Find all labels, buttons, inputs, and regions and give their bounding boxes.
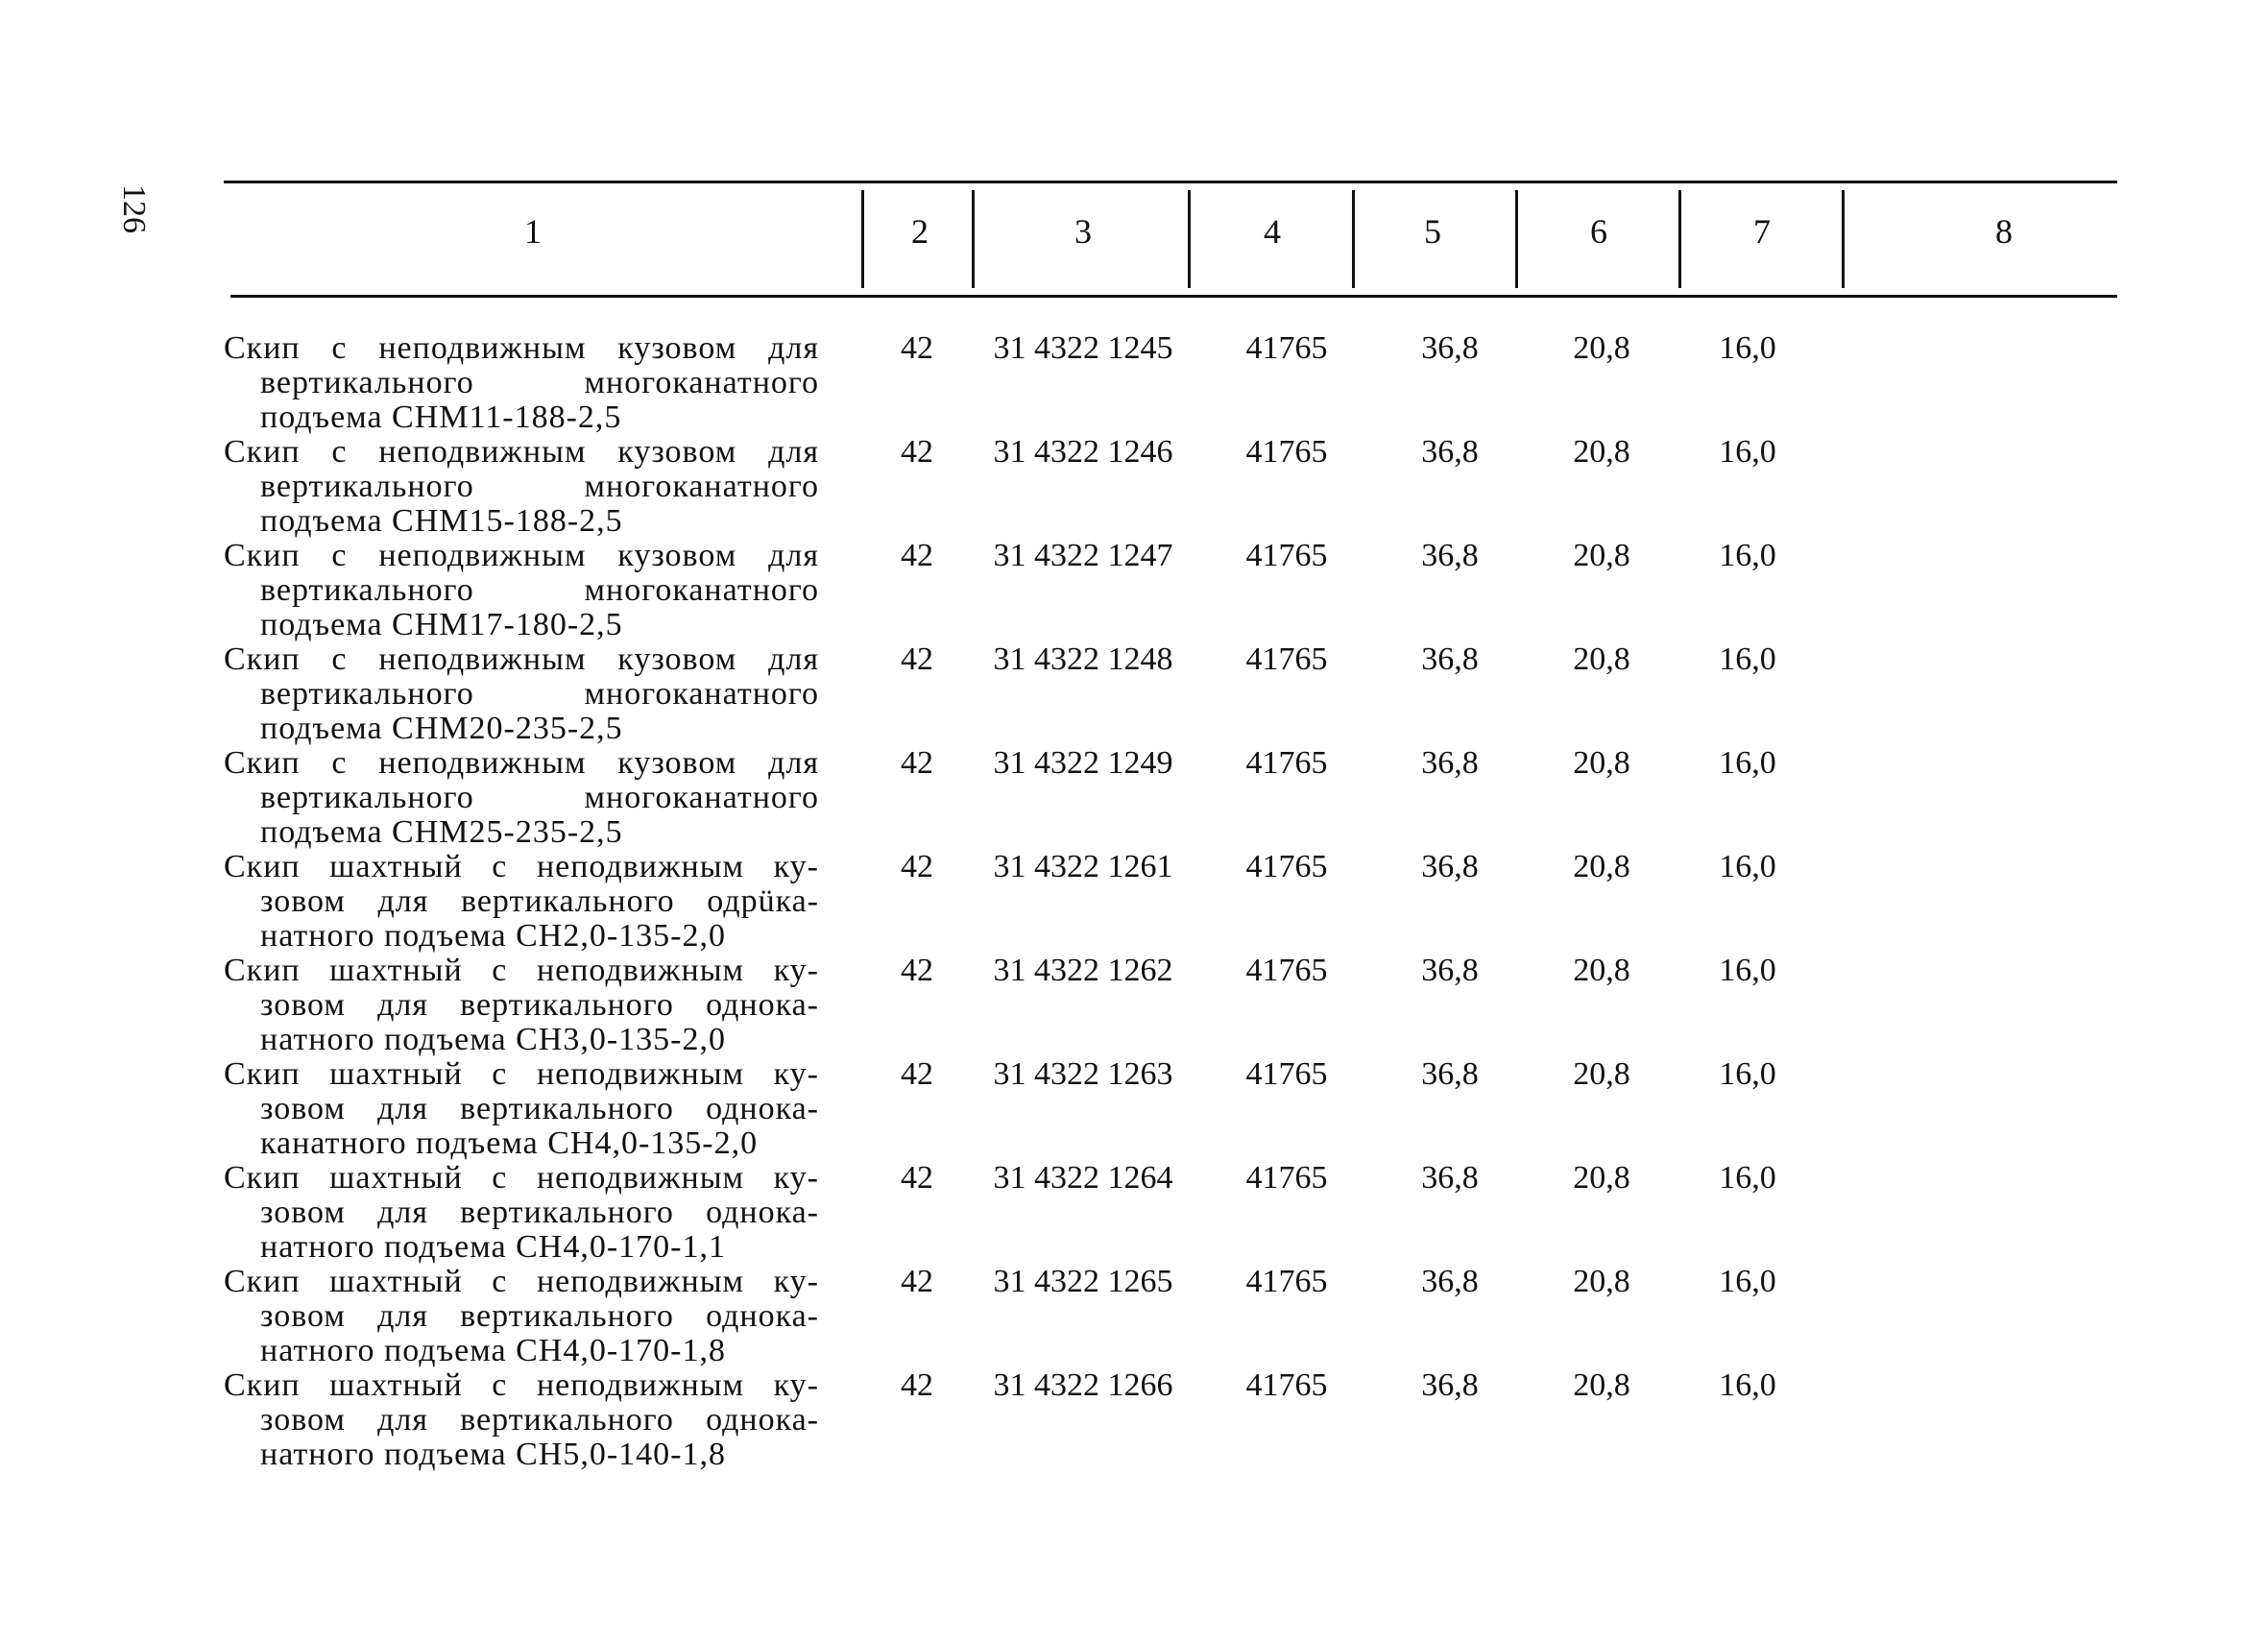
item-name-line: вертикального многоканатного — [260, 572, 819, 608]
cell-c5: 36,8 — [1421, 1160, 1479, 1196]
cell-c6: 20,8 — [1573, 538, 1630, 573]
column-header-5: 5 — [1424, 212, 1441, 251]
table-row — [0, 331, 2268, 435]
table-body — [0, 331, 2268, 1472]
cell-c2: 42 — [901, 641, 933, 677]
cell-c6: 20,8 — [1573, 953, 1630, 988]
table-row — [0, 539, 2268, 642]
cell-c6: 20,8 — [1573, 745, 1630, 781]
cell-c3: 31 4322 1248 — [993, 641, 1173, 677]
item-name-line: зовом для вертикального однока- — [260, 1195, 819, 1230]
cell-c2: 42 — [901, 745, 933, 781]
item-name-line: вертикального многоканатного — [260, 780, 819, 815]
item-name-line: зовом для вертикального однока- — [260, 987, 819, 1023]
cell-c6: 20,8 — [1573, 641, 1630, 677]
cell-c2: 42 — [901, 849, 933, 884]
cell-c2: 42 — [901, 1160, 933, 1196]
item-name-line: Скип шахтный с неподвижным ку- — [224, 1160, 819, 1196]
cell-c3: 31 4322 1261 — [993, 849, 1173, 884]
item-name-line: подъема СНМ17-180-2,5 — [260, 607, 623, 642]
cell-c2: 42 — [901, 1264, 933, 1299]
cell-c6: 20,8 — [1573, 1160, 1630, 1196]
cell-c3: 31 4322 1264 — [993, 1160, 1173, 1196]
item-name — [224, 1161, 819, 1265]
item-name — [224, 1057, 819, 1161]
cell-c5: 36,8 — [1421, 538, 1479, 573]
item-name-line: вертикального многоканатного — [260, 676, 819, 712]
cell-c5: 36,8 — [1421, 745, 1479, 781]
cell-c4: 41765 — [1245, 641, 1328, 677]
cell-c7: 16,0 — [1719, 745, 1776, 781]
cell-c4: 41765 — [1245, 330, 1328, 366]
item-name — [224, 1265, 819, 1368]
cell-c3: 31 4322 1245 — [993, 330, 1173, 366]
cell-c4: 41765 — [1245, 953, 1328, 988]
cell-c5: 36,8 — [1421, 641, 1479, 677]
item-name — [224, 746, 819, 850]
cell-c7: 16,0 — [1719, 641, 1776, 677]
item-name — [224, 1368, 819, 1472]
cell-c4: 41765 — [1245, 1367, 1328, 1403]
cell-c6: 20,8 — [1573, 434, 1630, 470]
cell-c6: 20,8 — [1573, 1367, 1630, 1403]
cell-c7: 16,0 — [1719, 953, 1776, 988]
table-row — [0, 746, 2268, 850]
cell-c2: 42 — [901, 330, 933, 366]
cell-c7: 16,0 — [1719, 538, 1776, 573]
column-header-7: 7 — [1753, 212, 1771, 251]
cell-c4: 41765 — [1245, 1056, 1328, 1092]
cell-c4: 41765 — [1245, 849, 1328, 884]
cell-c7: 16,0 — [1719, 1367, 1776, 1403]
cell-c6: 20,8 — [1573, 1264, 1630, 1299]
item-name-line: натного подъема СН5,0-140-1,8 — [260, 1437, 726, 1472]
item-name-line: зовом для вертикального одpüка- — [260, 883, 819, 919]
cell-c3: 31 4322 1249 — [993, 745, 1173, 781]
table-row — [0, 1057, 2268, 1161]
table-top-rule — [224, 181, 2117, 183]
cell-c7: 16,0 — [1719, 1056, 1776, 1092]
cell-c4: 41765 — [1245, 1264, 1328, 1299]
table-row — [0, 954, 2268, 1057]
item-name-line: подъема СНМ15-188-2,5 — [260, 503, 623, 539]
cell-c4: 41765 — [1245, 538, 1328, 573]
cell-c2: 42 — [901, 1056, 933, 1092]
item-name-line: зовом для вертикального однока- — [260, 1091, 819, 1126]
cell-c2: 42 — [901, 538, 933, 573]
cell-c6: 20,8 — [1573, 1056, 1630, 1092]
item-name-line: Скип с неподвижным кузовом для — [224, 538, 819, 573]
item-name-line: натного подъема СН3,0-135-2,0 — [260, 1022, 726, 1057]
column-header-3: 3 — [1074, 212, 1092, 251]
cell-c5: 36,8 — [1421, 1367, 1479, 1403]
item-name-line: натного подъема СН2,0-135-2,0 — [260, 918, 726, 954]
item-name-line: Скип шахтный с неподвижным ку- — [224, 1056, 819, 1092]
item-name-line: Скип с неподвижным кузовом для — [224, 641, 819, 677]
item-name — [224, 954, 819, 1057]
item-name — [224, 642, 819, 746]
cell-c7: 16,0 — [1719, 1160, 1776, 1196]
cell-c4: 41765 — [1245, 745, 1328, 781]
column-header-4: 4 — [1264, 212, 1281, 251]
item-name-line: Скип шахтный с неподвижным ку- — [224, 849, 819, 884]
item-name — [224, 331, 819, 435]
item-name-line: подъема СНМ20-235-2,5 — [260, 711, 623, 746]
cell-c3: 31 4322 1262 — [993, 953, 1173, 988]
table-row — [0, 1368, 2268, 1472]
cell-c6: 20,8 — [1573, 849, 1630, 884]
item-name-line: Скип шахтный с неподвижным ку- — [224, 953, 819, 988]
column-separator — [861, 190, 864, 288]
item-name-line: Скип шахтный с неподвижным ку- — [224, 1367, 819, 1403]
item-name-line: вертикального многоканатного — [260, 365, 819, 400]
item-name-line: зовом для вертикального однока- — [260, 1402, 819, 1438]
cell-c7: 16,0 — [1719, 434, 1776, 470]
cell-c7: 16,0 — [1719, 1264, 1776, 1299]
cell-c3: 31 4322 1247 — [993, 538, 1173, 573]
item-name-line: подъема СНМ11-188-2,5 — [260, 399, 622, 435]
column-separator — [972, 190, 975, 288]
column-header-2: 2 — [911, 212, 929, 251]
column-header-6: 6 — [1590, 212, 1607, 251]
cell-c3: 31 4322 1246 — [993, 434, 1173, 470]
column-separator — [1678, 190, 1681, 288]
cell-c4: 41765 — [1245, 434, 1328, 470]
cell-c5: 36,8 — [1421, 330, 1479, 366]
item-name-line: канатного подъема СН4,0-135-2,0 — [260, 1125, 759, 1161]
item-name — [224, 850, 819, 954]
cell-c4: 41765 — [1245, 1160, 1328, 1196]
cell-c3: 31 4322 1263 — [993, 1056, 1173, 1092]
item-name-line: Скип шахтный с неподвижным ку- — [224, 1264, 819, 1299]
item-name-line: натного подъема СН4,0-170-1,1 — [260, 1229, 726, 1265]
item-name — [224, 539, 819, 642]
cell-c5: 36,8 — [1421, 434, 1479, 470]
cell-c5: 36,8 — [1421, 953, 1479, 988]
column-separator — [1188, 190, 1191, 288]
table-row — [0, 1265, 2268, 1368]
table-header-bottom-rule — [230, 295, 2117, 298]
item-name — [224, 435, 819, 539]
cell-c7: 16,0 — [1719, 330, 1776, 366]
cell-c5: 36,8 — [1421, 849, 1479, 884]
cell-c6: 20,8 — [1573, 330, 1630, 366]
column-separator — [1515, 190, 1518, 288]
cell-c5: 36,8 — [1421, 1056, 1479, 1092]
item-name-line: Скип с неподвижным кузовом для — [224, 434, 819, 470]
page-number: 126 — [116, 184, 152, 233]
item-name-line: подъема СНМ25-235-2,5 — [260, 814, 623, 850]
item-name-line: вертикального многоканатного — [260, 469, 819, 504]
cell-c2: 42 — [901, 434, 933, 470]
table-row — [0, 435, 2268, 539]
item-name-line: натного подъема СН4,0-170-1,8 — [260, 1333, 726, 1368]
item-name-line: зовом для вертикального однока- — [260, 1298, 819, 1334]
column-separator — [1352, 190, 1355, 288]
cell-c2: 42 — [901, 1367, 933, 1403]
cell-c2: 42 — [901, 953, 933, 988]
cell-c3: 31 4322 1265 — [993, 1264, 1173, 1299]
cell-c7: 16,0 — [1719, 849, 1776, 884]
cell-c5: 36,8 — [1421, 1264, 1479, 1299]
item-name-line: Скип с неподвижным кузовом для — [224, 745, 819, 781]
table-row — [0, 642, 2268, 746]
table-row — [0, 1161, 2268, 1265]
column-header-1: 1 — [524, 212, 542, 251]
column-header-8: 8 — [1995, 212, 2013, 251]
cell-c3: 31 4322 1266 — [993, 1367, 1173, 1403]
table-row — [0, 850, 2268, 954]
column-separator — [1842, 190, 1845, 288]
item-name-line: Скип с неподвижным кузовом для — [224, 330, 819, 366]
